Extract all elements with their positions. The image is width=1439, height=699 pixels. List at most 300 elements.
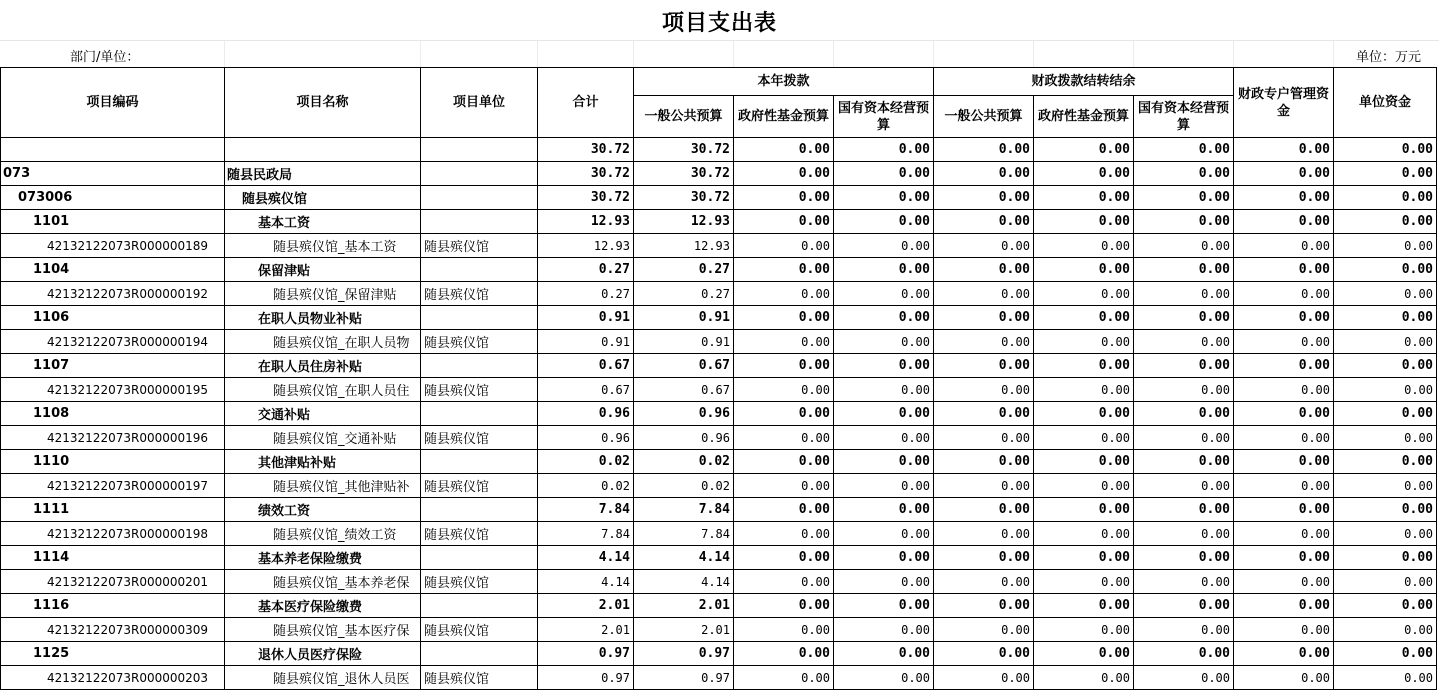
cell-project-code[interactable]: 42132122073R000000309 bbox=[1, 618, 225, 642]
cell-project-unit[interactable]: 随县殡仪馆 bbox=[421, 666, 538, 690]
cell-carry-general-budget[interactable]: 0.00 bbox=[934, 138, 1034, 162]
cell-state-capital-budget[interactable]: 0.00 bbox=[834, 498, 934, 522]
cell-gov-fund-budget[interactable]: 0.00 bbox=[734, 498, 834, 522]
cell-carry-general-budget[interactable]: 0.00 bbox=[934, 570, 1034, 594]
cell-gov-fund-budget[interactable]: 0.00 bbox=[734, 402, 834, 426]
table-row[interactable] bbox=[1, 642, 1437, 666]
table-row[interactable] bbox=[1, 282, 1437, 306]
cell-project-unit[interactable] bbox=[421, 306, 538, 330]
header-special-account[interactable]: 财政专户管理资金 bbox=[1234, 68, 1334, 138]
cell-gov-fund-budget[interactable]: 0.00 bbox=[734, 138, 834, 162]
header-carry-general-budget[interactable]: 一般公共预算 bbox=[934, 96, 1034, 138]
cell-carry-general-budget[interactable]: 0.00 bbox=[934, 306, 1034, 330]
cell-gov-fund-budget[interactable]: 0.00 bbox=[734, 570, 834, 594]
cell-carry-general-budget[interactable]: 0.00 bbox=[934, 426, 1034, 450]
cell-gov-fund-budget[interactable]: 0.00 bbox=[734, 306, 834, 330]
cell-total[interactable]: 0.91 bbox=[538, 306, 634, 330]
cell-general-budget[interactable]: 7.84 bbox=[634, 522, 734, 546]
cell-carry-state-capital-budget[interactable]: 0.00 bbox=[1134, 162, 1234, 186]
cell-project-name[interactable]: 随县殡仪馆_交通补贴 bbox=[225, 426, 421, 450]
cell-special-account[interactable]: 0.00 bbox=[1234, 186, 1334, 210]
cell-carry-general-budget[interactable]: 0.00 bbox=[934, 618, 1034, 642]
cell-state-capital-budget[interactable]: 0.00 bbox=[834, 618, 934, 642]
cell-special-account[interactable]: 0.00 bbox=[1234, 618, 1334, 642]
table-row[interactable] bbox=[1, 594, 1437, 618]
cell-carry-state-capital-budget[interactable]: 0.00 bbox=[1134, 330, 1234, 354]
table-row[interactable] bbox=[1, 330, 1437, 354]
table-row[interactable] bbox=[1, 234, 1437, 258]
cell-gov-fund-budget[interactable]: 0.00 bbox=[734, 618, 834, 642]
cell-carry-state-capital-budget[interactable]: 0.00 bbox=[1134, 618, 1234, 642]
cell-project-code[interactable]: 1106 bbox=[1, 306, 225, 330]
cell-project-code[interactable]: 1107 bbox=[1, 354, 225, 378]
cell-project-code[interactable] bbox=[1, 138, 225, 162]
cell-state-capital-budget[interactable]: 0.00 bbox=[834, 666, 934, 690]
table-row[interactable] bbox=[1, 666, 1437, 690]
cell-carry-state-capital-budget[interactable]: 0.00 bbox=[1134, 426, 1234, 450]
cell-carry-gov-fund-budget[interactable]: 0.00 bbox=[1034, 258, 1134, 282]
cell-general-budget[interactable]: 12.93 bbox=[634, 234, 734, 258]
cell-gov-fund-budget[interactable]: 0.00 bbox=[734, 642, 834, 666]
cell-carry-general-budget[interactable]: 0.00 bbox=[934, 450, 1034, 474]
table-row[interactable] bbox=[1, 618, 1437, 642]
cell-special-account[interactable]: 0.00 bbox=[1234, 642, 1334, 666]
cell-carry-state-capital-budget[interactable]: 0.00 bbox=[1134, 210, 1234, 234]
cell-carry-general-budget[interactable]: 0.00 bbox=[934, 402, 1034, 426]
cell-project-name[interactable]: 随县殡仪馆_其他津贴补 bbox=[225, 474, 421, 498]
cell-special-account[interactable]: 0.00 bbox=[1234, 234, 1334, 258]
cell-total[interactable]: 0.96 bbox=[538, 402, 634, 426]
cell-gov-fund-budget[interactable]: 0.00 bbox=[734, 210, 834, 234]
cell-project-name[interactable]: 随县民政局 bbox=[225, 162, 421, 186]
cell-own-funds[interactable]: 0.00 bbox=[1334, 138, 1437, 162]
cell-carry-gov-fund-budget[interactable]: 0.00 bbox=[1034, 162, 1134, 186]
cell-project-name[interactable]: 随县殡仪馆_退休人员医 bbox=[225, 666, 421, 690]
cell-state-capital-budget[interactable]: 0.00 bbox=[834, 330, 934, 354]
cell-own-funds[interactable]: 0.00 bbox=[1334, 378, 1437, 402]
cell-special-account[interactable]: 0.00 bbox=[1234, 546, 1334, 570]
cell-project-name[interactable]: 随县殡仪馆_基本医疗保 bbox=[225, 618, 421, 642]
cell-project-unit[interactable] bbox=[421, 642, 538, 666]
cell-state-capital-budget[interactable]: 0.00 bbox=[834, 258, 934, 282]
cell-own-funds[interactable]: 0.00 bbox=[1334, 282, 1437, 306]
cell-carry-gov-fund-budget[interactable]: 0.00 bbox=[1034, 570, 1134, 594]
cell-special-account[interactable]: 0.00 bbox=[1234, 498, 1334, 522]
cell-general-budget[interactable]: 0.91 bbox=[634, 330, 734, 354]
cell-project-unit[interactable]: 随县殡仪馆 bbox=[421, 618, 538, 642]
cell-state-capital-budget[interactable]: 0.00 bbox=[834, 186, 934, 210]
cell-total[interactable]: 0.97 bbox=[538, 666, 634, 690]
cell-carry-gov-fund-budget[interactable]: 0.00 bbox=[1034, 402, 1134, 426]
table-row[interactable] bbox=[1, 306, 1437, 330]
cell-project-name[interactable]: 基本养老保险缴费 bbox=[225, 546, 421, 570]
cell-special-account[interactable]: 0.00 bbox=[1234, 282, 1334, 306]
cell-special-account[interactable]: 0.00 bbox=[1234, 210, 1334, 234]
cell-special-account[interactable]: 0.00 bbox=[1234, 570, 1334, 594]
table-row[interactable] bbox=[1, 258, 1437, 282]
cell-project-unit[interactable]: 随县殡仪馆 bbox=[421, 522, 538, 546]
cell-total[interactable]: 4.14 bbox=[538, 570, 634, 594]
cell-carry-gov-fund-budget[interactable]: 0.00 bbox=[1034, 474, 1134, 498]
header-own-funds[interactable]: 单位资金 bbox=[1334, 68, 1437, 138]
cell-gov-fund-budget[interactable]: 0.00 bbox=[734, 186, 834, 210]
cell-total[interactable]: 0.02 bbox=[538, 450, 634, 474]
cell-general-budget[interactable]: 0.96 bbox=[634, 402, 734, 426]
cell-general-budget[interactable]: 0.91 bbox=[634, 306, 734, 330]
cell-total[interactable]: 4.14 bbox=[538, 546, 634, 570]
cell-project-name[interactable]: 在职人员物业补贴 bbox=[225, 306, 421, 330]
cell-general-budget[interactable]: 7.84 bbox=[634, 498, 734, 522]
cell-general-budget[interactable]: 0.97 bbox=[634, 642, 734, 666]
cell-total[interactable]: 12.93 bbox=[538, 210, 634, 234]
cell-state-capital-budget[interactable]: 0.00 bbox=[834, 474, 934, 498]
cell-carry-state-capital-budget[interactable]: 0.00 bbox=[1134, 474, 1234, 498]
cell-own-funds[interactable]: 0.00 bbox=[1334, 594, 1437, 618]
cell-project-unit[interactable]: 随县殡仪馆 bbox=[421, 282, 538, 306]
cell-carry-state-capital-budget[interactable]: 0.00 bbox=[1134, 522, 1234, 546]
cell-project-name[interactable]: 随县殡仪馆_在职人员住 bbox=[225, 378, 421, 402]
cell-own-funds[interactable]: 0.00 bbox=[1334, 666, 1437, 690]
cell-project-unit[interactable] bbox=[421, 354, 538, 378]
cell-carry-gov-fund-budget[interactable]: 0.00 bbox=[1034, 546, 1134, 570]
cell-state-capital-budget[interactable]: 0.00 bbox=[834, 570, 934, 594]
cell-carry-state-capital-budget[interactable]: 0.00 bbox=[1134, 570, 1234, 594]
cell-carry-gov-fund-budget[interactable]: 0.00 bbox=[1034, 330, 1134, 354]
cell-own-funds[interactable]: 0.00 bbox=[1334, 162, 1437, 186]
cell-total[interactable]: 0.91 bbox=[538, 330, 634, 354]
cell-project-unit[interactable]: 随县殡仪馆 bbox=[421, 378, 538, 402]
cell-project-code[interactable]: 42132122073R000000195 bbox=[1, 378, 225, 402]
cell-state-capital-budget[interactable]: 0.00 bbox=[834, 426, 934, 450]
cell-project-unit[interactable] bbox=[421, 546, 538, 570]
cell-carry-state-capital-budget[interactable]: 0.00 bbox=[1134, 498, 1234, 522]
cell-project-code[interactable]: 42132122073R000000194 bbox=[1, 330, 225, 354]
cell-total[interactable]: 2.01 bbox=[538, 594, 634, 618]
table-row[interactable] bbox=[1, 378, 1437, 402]
cell-carry-general-budget[interactable]: 0.00 bbox=[934, 186, 1034, 210]
cell-total[interactable]: 0.96 bbox=[538, 426, 634, 450]
cell-carry-state-capital-budget[interactable]: 0.00 bbox=[1134, 450, 1234, 474]
cell-carry-general-budget[interactable]: 0.00 bbox=[934, 498, 1034, 522]
cell-general-budget[interactable]: 0.67 bbox=[634, 354, 734, 378]
cell-own-funds[interactable]: 0.00 bbox=[1334, 450, 1437, 474]
cell-total[interactable]: 12.93 bbox=[538, 234, 634, 258]
cell-gov-fund-budget[interactable]: 0.00 bbox=[734, 378, 834, 402]
cell-project-code[interactable]: 1116 bbox=[1, 594, 225, 618]
cell-carry-general-budget[interactable]: 0.00 bbox=[934, 378, 1034, 402]
header-group-carryover[interactable]: 财政拨款结转结余 bbox=[934, 68, 1234, 96]
cell-general-budget[interactable]: 0.02 bbox=[634, 450, 734, 474]
cell-total[interactable]: 0.02 bbox=[538, 474, 634, 498]
cell-project-code[interactable]: 42132122073R000000198 bbox=[1, 522, 225, 546]
cell-own-funds[interactable]: 0.00 bbox=[1334, 354, 1437, 378]
cell-general-budget[interactable]: 2.01 bbox=[634, 618, 734, 642]
cell-state-capital-budget[interactable]: 0.00 bbox=[834, 402, 934, 426]
cell-state-capital-budget[interactable]: 0.00 bbox=[834, 642, 934, 666]
cell-carry-state-capital-budget[interactable]: 0.00 bbox=[1134, 258, 1234, 282]
cell-carry-state-capital-budget[interactable]: 0.00 bbox=[1134, 186, 1234, 210]
cell-project-name[interactable]: 随县殡仪馆_在职人员物 bbox=[225, 330, 421, 354]
cell-project-code[interactable]: 073 bbox=[1, 162, 225, 186]
table-row[interactable] bbox=[1, 354, 1437, 378]
cell-project-unit[interactable] bbox=[421, 162, 538, 186]
cell-total[interactable]: 30.72 bbox=[538, 138, 634, 162]
cell-project-name[interactable]: 退休人员医疗保险 bbox=[225, 642, 421, 666]
cell-project-code[interactable]: 1108 bbox=[1, 402, 225, 426]
cell-state-capital-budget[interactable]: 0.00 bbox=[834, 594, 934, 618]
cell-project-unit[interactable] bbox=[421, 186, 538, 210]
cell-special-account[interactable]: 0.00 bbox=[1234, 426, 1334, 450]
cell-total[interactable]: 0.67 bbox=[538, 354, 634, 378]
cell-own-funds[interactable]: 0.00 bbox=[1334, 522, 1437, 546]
cell-gov-fund-budget[interactable]: 0.00 bbox=[734, 666, 834, 690]
cell-own-funds[interactable]: 0.00 bbox=[1334, 498, 1437, 522]
table-row[interactable] bbox=[1, 570, 1437, 594]
cell-carry-gov-fund-budget[interactable]: 0.00 bbox=[1034, 234, 1134, 258]
cell-total[interactable]: 7.84 bbox=[538, 522, 634, 546]
cell-project-name[interactable]: 绩效工资 bbox=[225, 498, 421, 522]
cell-carry-general-budget[interactable]: 0.00 bbox=[934, 474, 1034, 498]
cell-special-account[interactable]: 0.00 bbox=[1234, 306, 1334, 330]
cell-special-account[interactable]: 0.00 bbox=[1234, 402, 1334, 426]
cell-project-unit[interactable]: 随县殡仪馆 bbox=[421, 570, 538, 594]
cell-carry-gov-fund-budget[interactable]: 0.00 bbox=[1034, 594, 1134, 618]
cell-own-funds[interactable]: 0.00 bbox=[1334, 258, 1437, 282]
cell-special-account[interactable]: 0.00 bbox=[1234, 522, 1334, 546]
cell-carry-state-capital-budget[interactable]: 0.00 bbox=[1134, 282, 1234, 306]
cell-special-account[interactable]: 0.00 bbox=[1234, 354, 1334, 378]
header-total[interactable]: 合计 bbox=[538, 68, 634, 138]
cell-carry-gov-fund-budget[interactable]: 0.00 bbox=[1034, 522, 1134, 546]
cell-special-account[interactable]: 0.00 bbox=[1234, 666, 1334, 690]
cell-carry-gov-fund-budget[interactable]: 0.00 bbox=[1034, 498, 1134, 522]
cell-carry-state-capital-budget[interactable]: 0.00 bbox=[1134, 402, 1234, 426]
table-row[interactable] bbox=[1, 210, 1437, 234]
cell-project-unit[interactable] bbox=[421, 498, 538, 522]
cell-carry-gov-fund-budget[interactable]: 0.00 bbox=[1034, 378, 1134, 402]
cell-carry-state-capital-budget[interactable]: 0.00 bbox=[1134, 354, 1234, 378]
table-row[interactable] bbox=[1, 474, 1437, 498]
cell-carry-state-capital-budget[interactable]: 0.00 bbox=[1134, 642, 1234, 666]
cell-project-unit[interactable] bbox=[421, 210, 538, 234]
table-row[interactable] bbox=[1, 522, 1437, 546]
cell-own-funds[interactable]: 0.00 bbox=[1334, 306, 1437, 330]
cell-total[interactable]: 0.27 bbox=[538, 282, 634, 306]
cell-carry-general-budget[interactable]: 0.00 bbox=[934, 258, 1034, 282]
cell-state-capital-budget[interactable]: 0.00 bbox=[834, 138, 934, 162]
header-general-budget[interactable]: 一般公共预算 bbox=[634, 96, 734, 138]
table-row[interactable] bbox=[1, 546, 1437, 570]
cell-project-code[interactable]: 1125 bbox=[1, 642, 225, 666]
cell-own-funds[interactable]: 0.00 bbox=[1334, 546, 1437, 570]
cell-carry-state-capital-budget[interactable]: 0.00 bbox=[1134, 138, 1234, 162]
cell-own-funds[interactable]: 0.00 bbox=[1334, 642, 1437, 666]
cell-carry-state-capital-budget[interactable]: 0.00 bbox=[1134, 306, 1234, 330]
cell-carry-general-budget[interactable]: 0.00 bbox=[934, 330, 1034, 354]
header-name[interactable]: 项目名称 bbox=[225, 68, 421, 138]
cell-general-budget[interactable]: 4.14 bbox=[634, 546, 734, 570]
cell-own-funds[interactable]: 0.00 bbox=[1334, 618, 1437, 642]
cell-general-budget[interactable]: 0.27 bbox=[634, 258, 734, 282]
cell-project-code[interactable]: 42132122073R000000203 bbox=[1, 666, 225, 690]
cell-project-unit[interactable]: 随县殡仪馆 bbox=[421, 234, 538, 258]
cell-total[interactable]: 0.97 bbox=[538, 642, 634, 666]
cell-carry-gov-fund-budget[interactable]: 0.00 bbox=[1034, 282, 1134, 306]
cell-project-name[interactable]: 保留津贴 bbox=[225, 258, 421, 282]
cell-own-funds[interactable]: 0.00 bbox=[1334, 330, 1437, 354]
table-row[interactable] bbox=[1, 186, 1437, 210]
cell-gov-fund-budget[interactable]: 0.00 bbox=[734, 330, 834, 354]
cell-general-budget[interactable]: 0.97 bbox=[634, 666, 734, 690]
cell-special-account[interactable]: 0.00 bbox=[1234, 330, 1334, 354]
header-group-current-year[interactable]: 本年拨款 bbox=[634, 68, 934, 96]
header-gov-fund-budget[interactable]: 政府性基金预算 bbox=[734, 96, 834, 138]
cell-project-name[interactable]: 随县殡仪馆_绩效工资 bbox=[225, 522, 421, 546]
cell-carry-general-budget[interactable]: 0.00 bbox=[934, 282, 1034, 306]
header-unit[interactable]: 项目单位 bbox=[421, 68, 538, 138]
cell-special-account[interactable]: 0.00 bbox=[1234, 474, 1334, 498]
cell-carry-gov-fund-budget[interactable]: 0.00 bbox=[1034, 186, 1134, 210]
cell-total[interactable]: 0.27 bbox=[538, 258, 634, 282]
cell-gov-fund-budget[interactable]: 0.00 bbox=[734, 258, 834, 282]
cell-project-name[interactable]: 交通补贴 bbox=[225, 402, 421, 426]
table-row[interactable] bbox=[1, 402, 1437, 426]
cell-project-name[interactable]: 基本工资 bbox=[225, 210, 421, 234]
cell-project-code[interactable]: 42132122073R000000189 bbox=[1, 234, 225, 258]
cell-special-account[interactable]: 0.00 bbox=[1234, 138, 1334, 162]
cell-general-budget[interactable]: 12.93 bbox=[634, 210, 734, 234]
cell-state-capital-budget[interactable]: 0.00 bbox=[834, 282, 934, 306]
cell-state-capital-budget[interactable]: 0.00 bbox=[834, 234, 934, 258]
cell-gov-fund-budget[interactable]: 0.00 bbox=[734, 594, 834, 618]
cell-carry-gov-fund-budget[interactable]: 0.00 bbox=[1034, 354, 1134, 378]
cell-total[interactable]: 30.72 bbox=[538, 162, 634, 186]
cell-project-code[interactable]: 1110 bbox=[1, 450, 225, 474]
cell-project-name[interactable]: 基本医疗保险缴费 bbox=[225, 594, 421, 618]
cell-special-account[interactable]: 0.00 bbox=[1234, 258, 1334, 282]
table-row[interactable] bbox=[1, 162, 1437, 186]
cell-special-account[interactable]: 0.00 bbox=[1234, 594, 1334, 618]
cell-project-unit[interactable] bbox=[421, 402, 538, 426]
cell-project-code[interactable]: 1114 bbox=[1, 546, 225, 570]
cell-project-unit[interactable] bbox=[421, 258, 538, 282]
cell-carry-gov-fund-budget[interactable]: 0.00 bbox=[1034, 426, 1134, 450]
cell-general-budget[interactable]: 0.02 bbox=[634, 474, 734, 498]
cell-carry-general-budget[interactable]: 0.00 bbox=[934, 594, 1034, 618]
cell-project-unit[interactable]: 随县殡仪馆 bbox=[421, 426, 538, 450]
cell-carry-state-capital-budget[interactable]: 0.00 bbox=[1134, 546, 1234, 570]
cell-own-funds[interactable]: 0.00 bbox=[1334, 426, 1437, 450]
cell-state-capital-budget[interactable]: 0.00 bbox=[834, 450, 934, 474]
cell-general-budget[interactable]: 30.72 bbox=[634, 162, 734, 186]
cell-own-funds[interactable]: 0.00 bbox=[1334, 570, 1437, 594]
cell-state-capital-budget[interactable]: 0.00 bbox=[834, 162, 934, 186]
cell-carry-general-budget[interactable]: 0.00 bbox=[934, 522, 1034, 546]
cell-project-name[interactable] bbox=[225, 138, 421, 162]
cell-gov-fund-budget[interactable]: 0.00 bbox=[734, 282, 834, 306]
cell-carry-general-budget[interactable]: 0.00 bbox=[934, 354, 1034, 378]
cell-carry-general-budget[interactable]: 0.00 bbox=[934, 210, 1034, 234]
cell-gov-fund-budget[interactable]: 0.00 bbox=[734, 354, 834, 378]
cell-gov-fund-budget[interactable]: 0.00 bbox=[734, 450, 834, 474]
cell-carry-general-budget[interactable]: 0.00 bbox=[934, 162, 1034, 186]
cell-carry-general-budget[interactable]: 0.00 bbox=[934, 234, 1034, 258]
cell-project-code[interactable]: 1101 bbox=[1, 210, 225, 234]
cell-carry-gov-fund-budget[interactable]: 0.00 bbox=[1034, 642, 1134, 666]
cell-carry-state-capital-budget[interactable]: 0.00 bbox=[1134, 378, 1234, 402]
header-carry-state-capital-budget[interactable]: 国有资本经营预算 bbox=[1134, 96, 1234, 138]
cell-own-funds[interactable]: 0.00 bbox=[1334, 210, 1437, 234]
cell-project-code[interactable]: 42132122073R000000196 bbox=[1, 426, 225, 450]
cell-general-budget[interactable]: 4.14 bbox=[634, 570, 734, 594]
cell-carry-gov-fund-budget[interactable]: 0.00 bbox=[1034, 450, 1134, 474]
cell-project-code[interactable]: 42132122073R000000201 bbox=[1, 570, 225, 594]
cell-state-capital-budget[interactable]: 0.00 bbox=[834, 522, 934, 546]
cell-total[interactable]: 2.01 bbox=[538, 618, 634, 642]
table-row[interactable] bbox=[1, 138, 1437, 162]
cell-general-budget[interactable]: 0.67 bbox=[634, 378, 734, 402]
cell-project-code[interactable]: 073006 bbox=[1, 186, 225, 210]
cell-gov-fund-budget[interactable]: 0.00 bbox=[734, 426, 834, 450]
cell-carry-gov-fund-budget[interactable]: 0.00 bbox=[1034, 666, 1134, 690]
cell-state-capital-budget[interactable]: 0.00 bbox=[834, 354, 934, 378]
cell-project-name[interactable]: 随县殡仪馆 bbox=[225, 186, 421, 210]
cell-special-account[interactable]: 0.00 bbox=[1234, 162, 1334, 186]
cell-project-name[interactable]: 在职人员住房补贴 bbox=[225, 354, 421, 378]
cell-general-budget[interactable]: 0.96 bbox=[634, 426, 734, 450]
cell-special-account[interactable]: 0.00 bbox=[1234, 378, 1334, 402]
cell-general-budget[interactable]: 2.01 bbox=[634, 594, 734, 618]
cell-gov-fund-budget[interactable]: 0.00 bbox=[734, 522, 834, 546]
cell-carry-gov-fund-budget[interactable]: 0.00 bbox=[1034, 138, 1134, 162]
cell-carry-gov-fund-budget[interactable]: 0.00 bbox=[1034, 306, 1134, 330]
cell-project-name[interactable]: 随县殡仪馆_基本养老保 bbox=[225, 570, 421, 594]
cell-total[interactable]: 0.67 bbox=[538, 378, 634, 402]
header-state-capital-budget[interactable]: 国有资本经营预算 bbox=[834, 96, 934, 138]
cell-carry-state-capital-budget[interactable]: 0.00 bbox=[1134, 594, 1234, 618]
cell-carry-general-budget[interactable]: 0.00 bbox=[934, 666, 1034, 690]
cell-project-unit[interactable]: 随县殡仪馆 bbox=[421, 330, 538, 354]
cell-general-budget[interactable]: 30.72 bbox=[634, 138, 734, 162]
table-row[interactable] bbox=[1, 426, 1437, 450]
cell-gov-fund-budget[interactable]: 0.00 bbox=[734, 162, 834, 186]
cell-carry-gov-fund-budget[interactable]: 0.00 bbox=[1034, 210, 1134, 234]
cell-gov-fund-budget[interactable]: 0.00 bbox=[734, 546, 834, 570]
cell-general-budget[interactable]: 30.72 bbox=[634, 186, 734, 210]
cell-project-unit[interactable] bbox=[421, 450, 538, 474]
cell-total[interactable]: 30.72 bbox=[538, 186, 634, 210]
cell-project-unit[interactable]: 随县殡仪馆 bbox=[421, 474, 538, 498]
cell-carry-gov-fund-budget[interactable]: 0.00 bbox=[1034, 618, 1134, 642]
cell-carry-state-capital-budget[interactable]: 0.00 bbox=[1134, 234, 1234, 258]
cell-own-funds[interactable]: 0.00 bbox=[1334, 474, 1437, 498]
cell-project-unit[interactable] bbox=[421, 594, 538, 618]
cell-carry-state-capital-budget[interactable]: 0.00 bbox=[1134, 666, 1234, 690]
cell-project-code[interactable]: 1104 bbox=[1, 258, 225, 282]
cell-special-account[interactable]: 0.00 bbox=[1234, 450, 1334, 474]
cell-state-capital-budget[interactable]: 0.00 bbox=[834, 378, 934, 402]
cell-own-funds[interactable]: 0.00 bbox=[1334, 186, 1437, 210]
cell-project-code[interactable]: 42132122073R000000192 bbox=[1, 282, 225, 306]
cell-project-name[interactable]: 随县殡仪馆_保留津贴 bbox=[225, 282, 421, 306]
cell-general-budget[interactable]: 0.27 bbox=[634, 282, 734, 306]
cell-state-capital-budget[interactable]: 0.00 bbox=[834, 546, 934, 570]
table-row[interactable] bbox=[1, 498, 1437, 522]
cell-carry-general-budget[interactable]: 0.00 bbox=[934, 546, 1034, 570]
header-code[interactable]: 项目编码 bbox=[1, 68, 225, 138]
cell-own-funds[interactable]: 0.00 bbox=[1334, 234, 1437, 258]
cell-state-capital-budget[interactable]: 0.00 bbox=[834, 306, 934, 330]
